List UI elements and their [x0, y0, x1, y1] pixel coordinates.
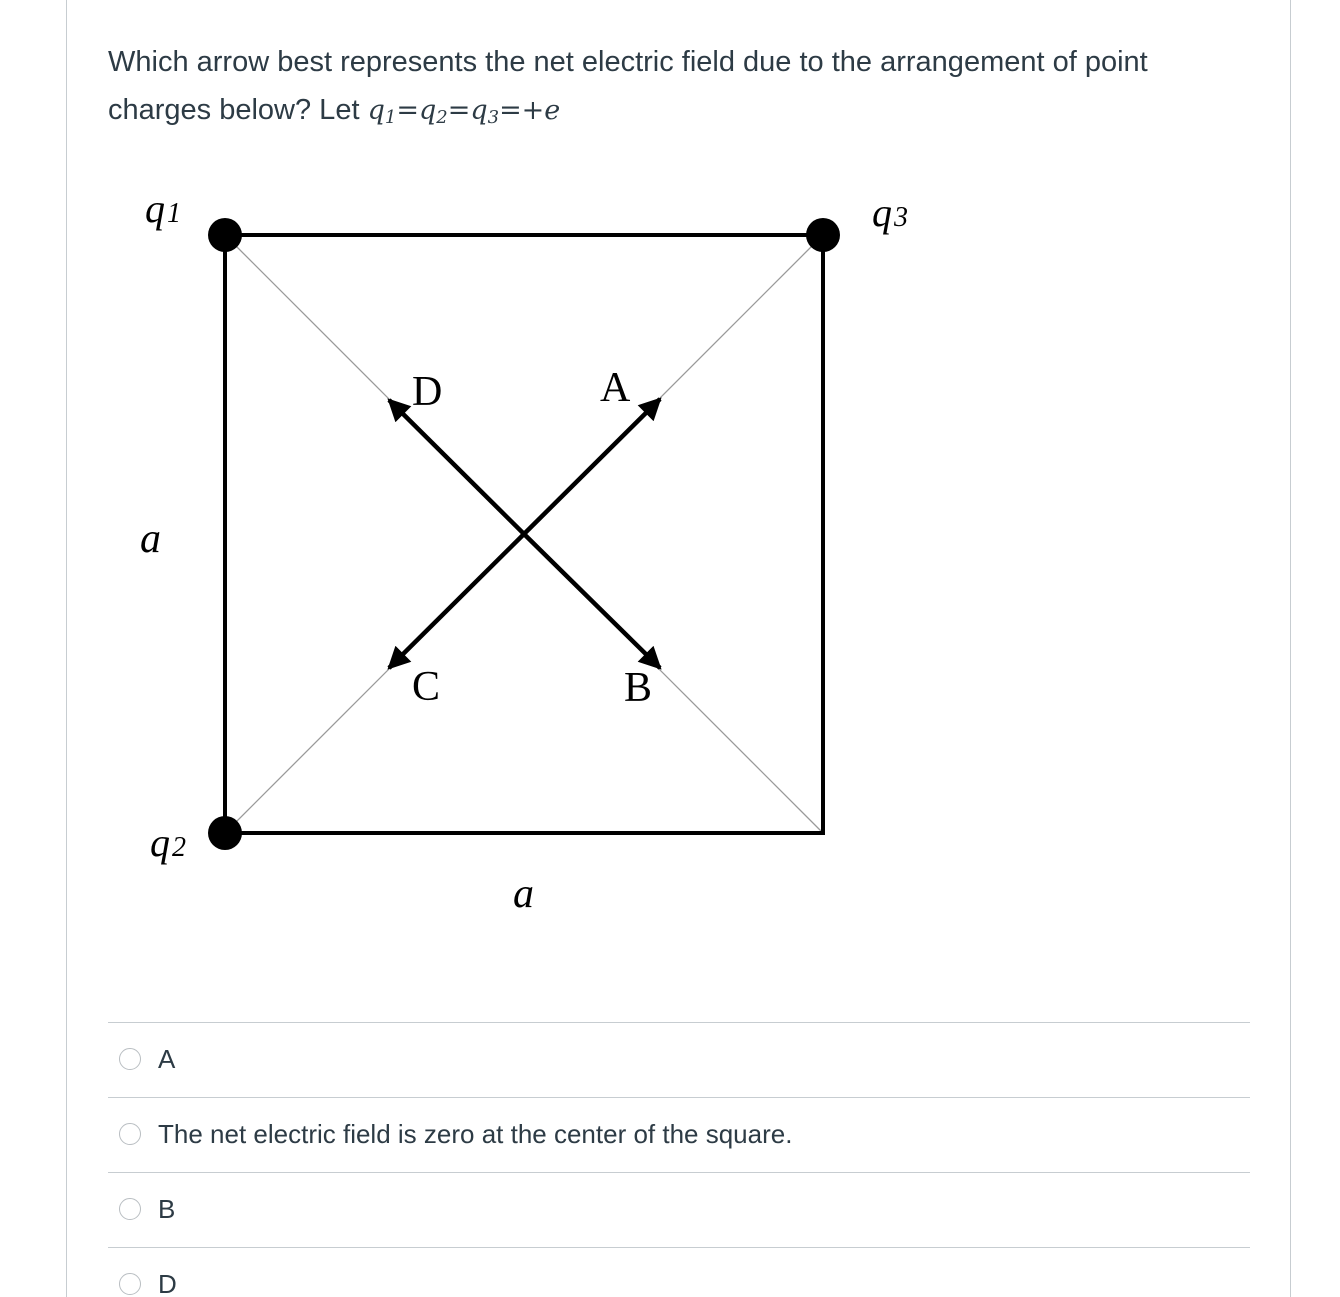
arrow-d [389, 400, 524, 534]
answer-label: D [158, 1269, 177, 1297]
question-prompt: Which arrow best represents the net electric field due to the arrangement of point charges below? Let [108, 46, 1148, 126]
arrow-label-a: A [600, 365, 631, 411]
answer-option[interactable] [108, 1172, 1250, 1247]
charge-q1 [208, 218, 242, 252]
answer-option[interactable] [108, 1022, 1250, 1097]
charge-q2 [208, 816, 242, 850]
side-label-left: a [140, 516, 161, 562]
arrow-a [524, 399, 660, 534]
radio-button[interactable] [119, 1198, 141, 1220]
question-math: $q_1=q_2=q_3=+e$ [367, 95, 561, 128]
label-q1: q1 [145, 186, 181, 231]
answer-option[interactable] [108, 1247, 1250, 1297]
arrow-b [524, 534, 660, 668]
answer-label: A [158, 1044, 176, 1074]
arrow-label-d: D [412, 369, 443, 415]
radio-button[interactable] [119, 1048, 141, 1070]
label-q2: q2 [150, 820, 186, 865]
answer-option[interactable] [108, 1097, 1250, 1172]
answer-label: The net electric field is zero at the center of the square. [158, 1119, 793, 1149]
radio-button[interactable] [119, 1123, 141, 1145]
answer-label: B [158, 1194, 176, 1224]
label-q3: q3 [872, 190, 908, 235]
arrow-label-b: B [624, 665, 653, 711]
answer-list [108, 1022, 1250, 1297]
radio-button[interactable] [119, 1273, 141, 1295]
arrow-c [389, 534, 524, 668]
side-label-bottom: a [513, 871, 534, 917]
arrow-label-c: C [412, 664, 441, 710]
charge-q3 [806, 218, 840, 252]
